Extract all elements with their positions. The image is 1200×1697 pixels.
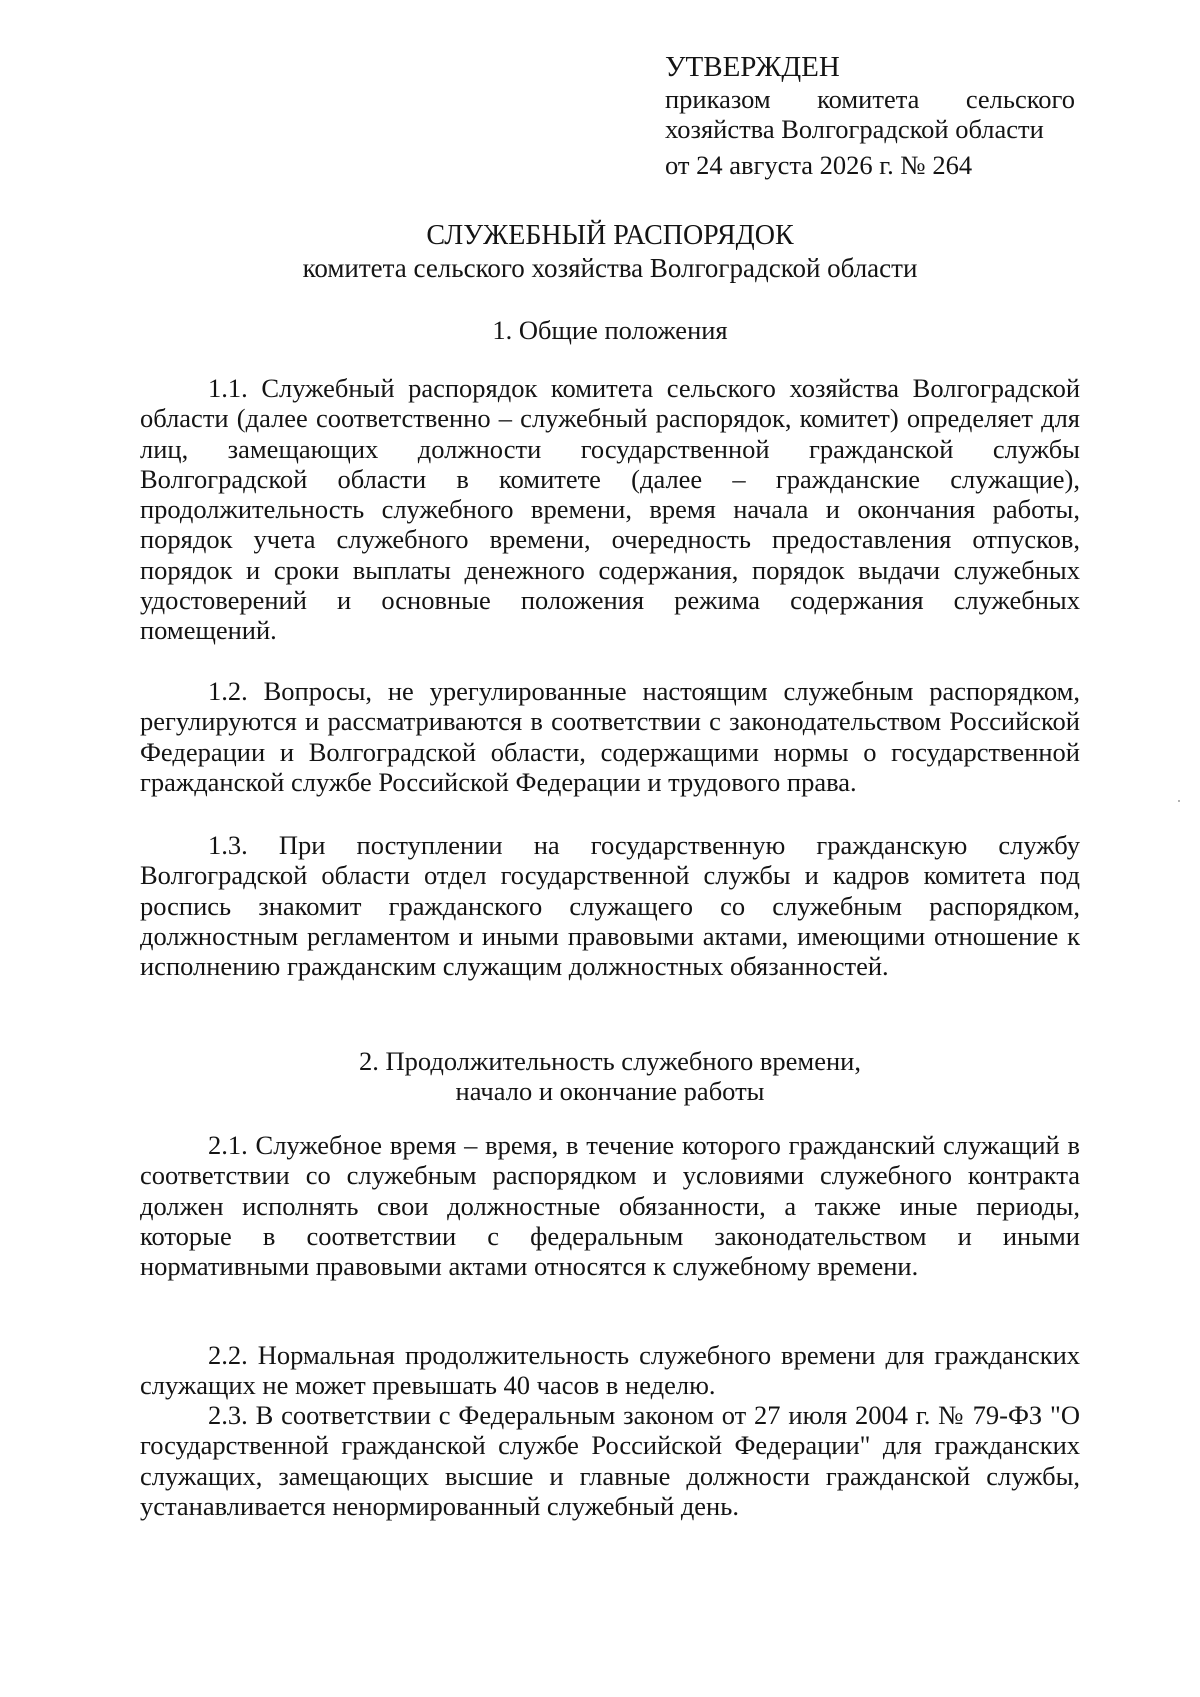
section-2-heading-line-1: 2. Продолжительность служебного времени,	[359, 1046, 861, 1076]
section-2-heading	[140, 1046, 1080, 1106]
approval-date: от 24 августа 2026 г. № 264	[665, 150, 973, 180]
section-1-heading-text: 1. Общие положения	[492, 315, 728, 345]
paragraph-2-1: 2.1. Служебное время – время, в течение которого гражданский служащий в соответствии со служебным распорядком и условиями служебного контракта должен исполнять свои должностные обязанности, а также иные периоды, которые в соответствии с федеральным законодательством и иными нормативными правовыми актами относятся к служебному времени.	[140, 1130, 1080, 1282]
approval-heading: УТВЕРЖДЕН	[665, 51, 840, 83]
approval-line-1: приказом комитета сельского	[665, 84, 1075, 114]
document-title-main: СЛУЖЕБНЫЙ РАСПОРЯДОК	[426, 220, 794, 251]
approval-stamp-block	[665, 50, 1075, 180]
document-title	[140, 220, 1080, 284]
document-title-subtitle: комитета сельского хозяйства Волгоградской области	[302, 253, 918, 283]
paragraph-1-3: 1.3. При поступлении на государственную гражданскую службу Волгоградской области отдел государственной службы и кадров комитета под роспись знакомит гражданского служащего со служебным распорядком, должностным регламентом и иными правовыми актами, имеющими отношение к исполнению гражданским служащим должностных обязанностей.	[140, 830, 1080, 982]
approval-line-2: хозяйства Волгоградской области	[665, 114, 1044, 144]
paragraph-1-1: 1.1. Служебный распорядок комитета сельского хозяйства Волгоградской области (далее соответственно – служебный распорядок, комитет) определяет для лиц, замещающих должности государственной гражданской службы Волгоградской области в комитете (далее – гражданские служащие), продолжительность служебного времени, время начала и окончания работы, порядок учета служебного времени, очередность предоставления отпусков, порядок и сроки выплаты денежного содержания, порядок выдачи служебных удостоверений и основные положения режима содержания служебных помещений.	[140, 373, 1080, 646]
paragraph-1-2: 1.2. Вопросы, не урегулированные настоящим служебным распорядком, регулируются и рассматриваются в соответствии с законодательством Российской Федерации и Волгоградской области, содержащими нормы о государственной гражданской службе Российской Федерации и трудового права.	[140, 676, 1080, 797]
scan-speck	[1178, 800, 1180, 802]
section-1-heading	[140, 315, 1080, 345]
paragraph-2-3: 2.3. В соответствии с Федеральным законом от 27 июля 2004 г. № 79-ФЗ "О государственной гражданской службе Российской Федерации" для гражданских служащих, замещающих высшие и главные должности гражданской службы, устанавливается ненормированный служебный день.	[140, 1400, 1080, 1521]
section-2-heading-line-2: начало и окончание работы	[455, 1076, 765, 1106]
paragraph-2-2: 2.2. Нормальная продолжительность служебного времени для гражданских служащих не может превышать 40 часов в неделю.	[140, 1340, 1080, 1401]
